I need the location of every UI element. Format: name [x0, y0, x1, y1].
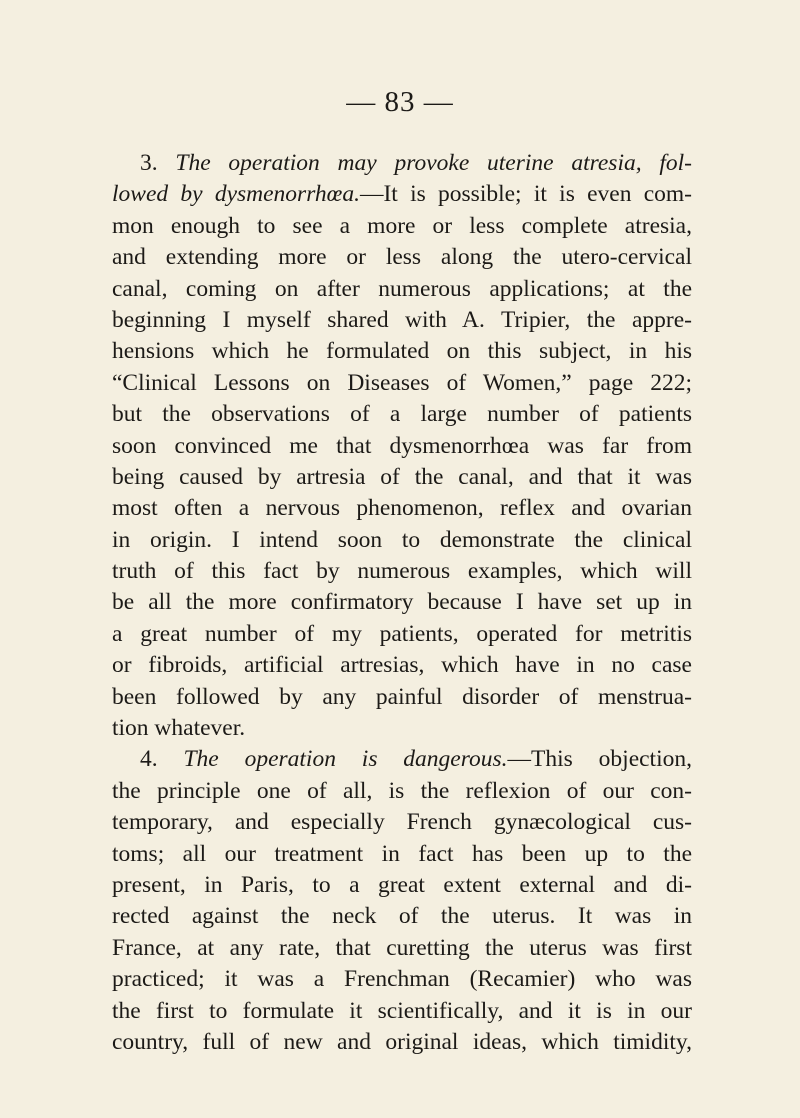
item-number: 4.: [140, 746, 184, 773]
text-line: [112, 179, 692, 210]
body-text: [112, 148, 692, 1058]
text-line: toms; all our treatment in fact has been up to the: [112, 840, 692, 867]
text-run: —This objection,: [507, 746, 692, 773]
text-line: soon convinced me that dysmenorrhœa was far from: [112, 432, 692, 459]
text-line: “Clinical Lessons on Diseases of Women,” page 222;: [112, 369, 692, 396]
text-line: present, in Paris, to a great extent external and di-: [112, 871, 692, 898]
text-line: practiced; it was a Frenchman (Recamier) who was: [112, 966, 692, 993]
text-line: and extending more or less along the utero-cervical: [112, 244, 692, 271]
text-line: truth of this fact by numerous examples, which will: [112, 558, 692, 585]
section-heading: The operation may provoke uterine atresia, fol-: [175, 150, 692, 176]
text-line: most often a nervous phenomenon, reflex and ovarian: [112, 495, 692, 522]
text-line: temporary, and especially French gynæcological cus-: [112, 809, 692, 836]
text-line: or fibroids, artificial artresias, which have in no case: [112, 652, 692, 679]
text-line: beginning I myself shared with A. Tripier, the appre-: [112, 306, 692, 333]
item-number: 3.: [140, 150, 176, 176]
text-line: being caused by artresia of the canal, and that it was: [112, 463, 692, 490]
text-run: —It is possible; it is even com-: [359, 181, 692, 208]
text-line: hensions which he formulated on this subject, in his: [112, 338, 692, 365]
text-line: the principle one of all, is the reflexion of our con-: [112, 777, 692, 804]
text-line: but the observations of a large number of patients: [112, 401, 692, 428]
text-line: [112, 744, 692, 775]
text-line: a great number of my patients, operated for metritis: [112, 620, 692, 647]
section-heading: lowed by dysmenorrhœa.: [112, 181, 360, 208]
text-line: been followed by any painful disorder of menstrua-: [112, 683, 692, 710]
text-line: canal, coming on after numerous applications; at the: [112, 275, 692, 302]
text-line: the first to formulate it scientifically, and it is in our: [112, 997, 692, 1024]
text-line: [112, 148, 692, 179]
text-line: tion whatever.: [112, 715, 246, 742]
page-number: — 83 —: [346, 86, 454, 118]
text-line: country, full of new and original ideas, which timidity,: [112, 1028, 692, 1055]
text-line: mon enough to see a more or less complete atresia,: [112, 212, 692, 239]
text-line: rected against the neck of the uterus. It was in: [112, 903, 692, 930]
text-line: be all the more confirmatory because I have set up in: [112, 589, 692, 616]
text-line: France, at any rate, that curetting the uterus was first: [112, 934, 692, 961]
text-line: in origin. I intend soon to demonstrate the clinical: [112, 526, 692, 553]
section-heading: The operation is dangerous.: [183, 746, 508, 773]
